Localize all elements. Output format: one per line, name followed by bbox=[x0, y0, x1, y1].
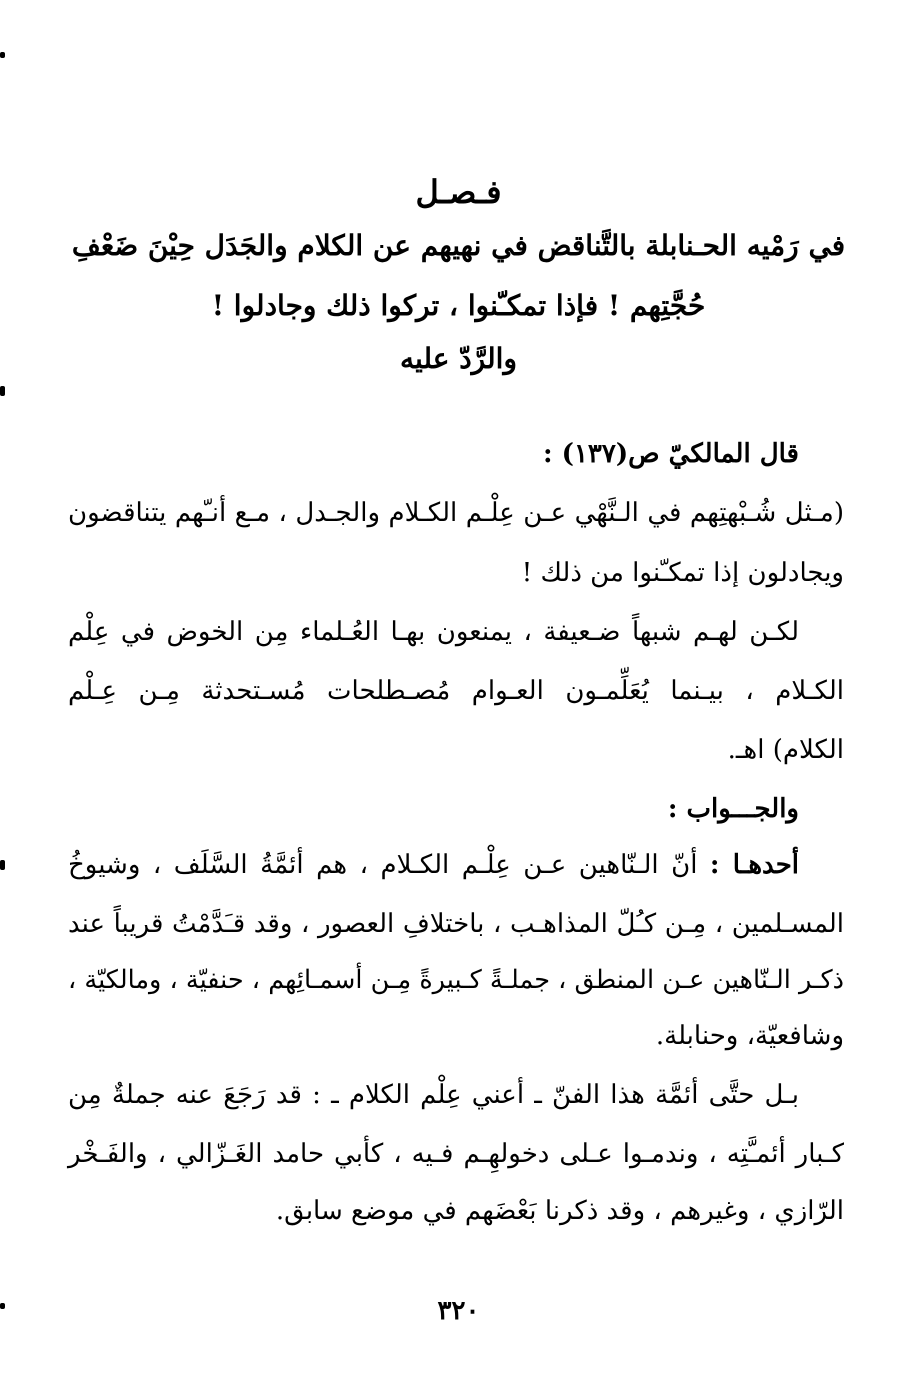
quote-intro: قال المالكيّ ص(١٣٧) : bbox=[543, 439, 799, 469]
quote-paragraph-2-line-1: لكـن لهـم شبهاً ضـعيفة ، يمنعون بهـا العُـلماء مِن الخوض في عِلْم bbox=[68, 617, 799, 647]
scan-edge-mark bbox=[0, 52, 5, 58]
quote-paragraph-2-line-2: الكـلام ، بيـنما يُعَلِّمـون العـوام مُصـطلحات مُسـتحدثة مِـن عِـلْم bbox=[68, 676, 844, 706]
answer-paragraph-1-line-3: ذكـر الـنّاهين عـن المنطق ، جملـةً كـبيرةً مِـن أسمـائِهم ، حنفيّة ، ومالكيّة ، bbox=[68, 965, 844, 995]
section-subtitle-line-3: والرَّدّ عليه bbox=[400, 342, 517, 375]
answer-heading: والجـــواب : bbox=[667, 794, 799, 824]
quote-paragraph-1-line-1: (مـثل شُـبْهتِهم في الـنَّهْي عـن عِلْـم الكـلام والجـدل ، مـع أنـّهم يتناقضون bbox=[68, 498, 844, 528]
answer-paragraph-2-line-2: كـبار أئمـَّتِه ، وندمـوا عـلى دخولهِـم فـيه ، كأبي حامد الغَـزّالي ، والفَـخْر bbox=[68, 1139, 844, 1169]
section-title: فـصـل bbox=[415, 173, 502, 211]
section-subtitle-line-2: حُجَّتِهم ! فإذا تمكـّنوا ، تركوا ذلك وجادلوا ! bbox=[211, 289, 706, 322]
quote-paragraph-2-line-3: الكلام) اهـ. bbox=[727, 735, 844, 765]
answer-paragraph-2-line-3: الرّازي ، وغيرهم ، وقد ذكرنا بَعْضَهم في موضع سابق. bbox=[275, 1196, 844, 1226]
answer-lead-word: أحدهـا : bbox=[709, 850, 800, 880]
quote-paragraph-1-line-2: ويجادلون إذا تمكـّنوا من ذلك ! bbox=[521, 558, 844, 588]
section-subtitle-line-1: في رَمْيه الحـنابلة بالتَّناقض في نهيهم عن الكلام والجَدَل حِيْنَ ضَعْفِ bbox=[71, 229, 846, 262]
scan-edge-mark bbox=[0, 860, 5, 870]
answer-paragraph-1-line-4: وشافعيّة، وحنابلة. bbox=[655, 1021, 844, 1051]
scan-edge-mark bbox=[0, 386, 5, 396]
answer-paragraph-1-line-1 bbox=[68, 852, 799, 878]
answer-paragraph-1-line-2: المسـلمين ، مِـن كـُلّ المذاهـب ، باختلافِ العصور ، وقد قـَدَّمْتُ قريباً عند bbox=[68, 909, 844, 939]
page-number: ٣٢٠ bbox=[437, 1296, 480, 1326]
answer-paragraph-2-line-1: بـل حتَّى أئمَّة هذا الفنّ ـ أعني عِلْم الكلام ـ : قد رَجَعَ عنه جملةٌ مِن bbox=[68, 1080, 800, 1110]
answer-paragraph-1-line-1-text: أنّ الـنّاهين عـن عِلْـم الكـلام ، هم أئمَّةُ السَّلَف ، وشيوخُ bbox=[68, 850, 710, 880]
